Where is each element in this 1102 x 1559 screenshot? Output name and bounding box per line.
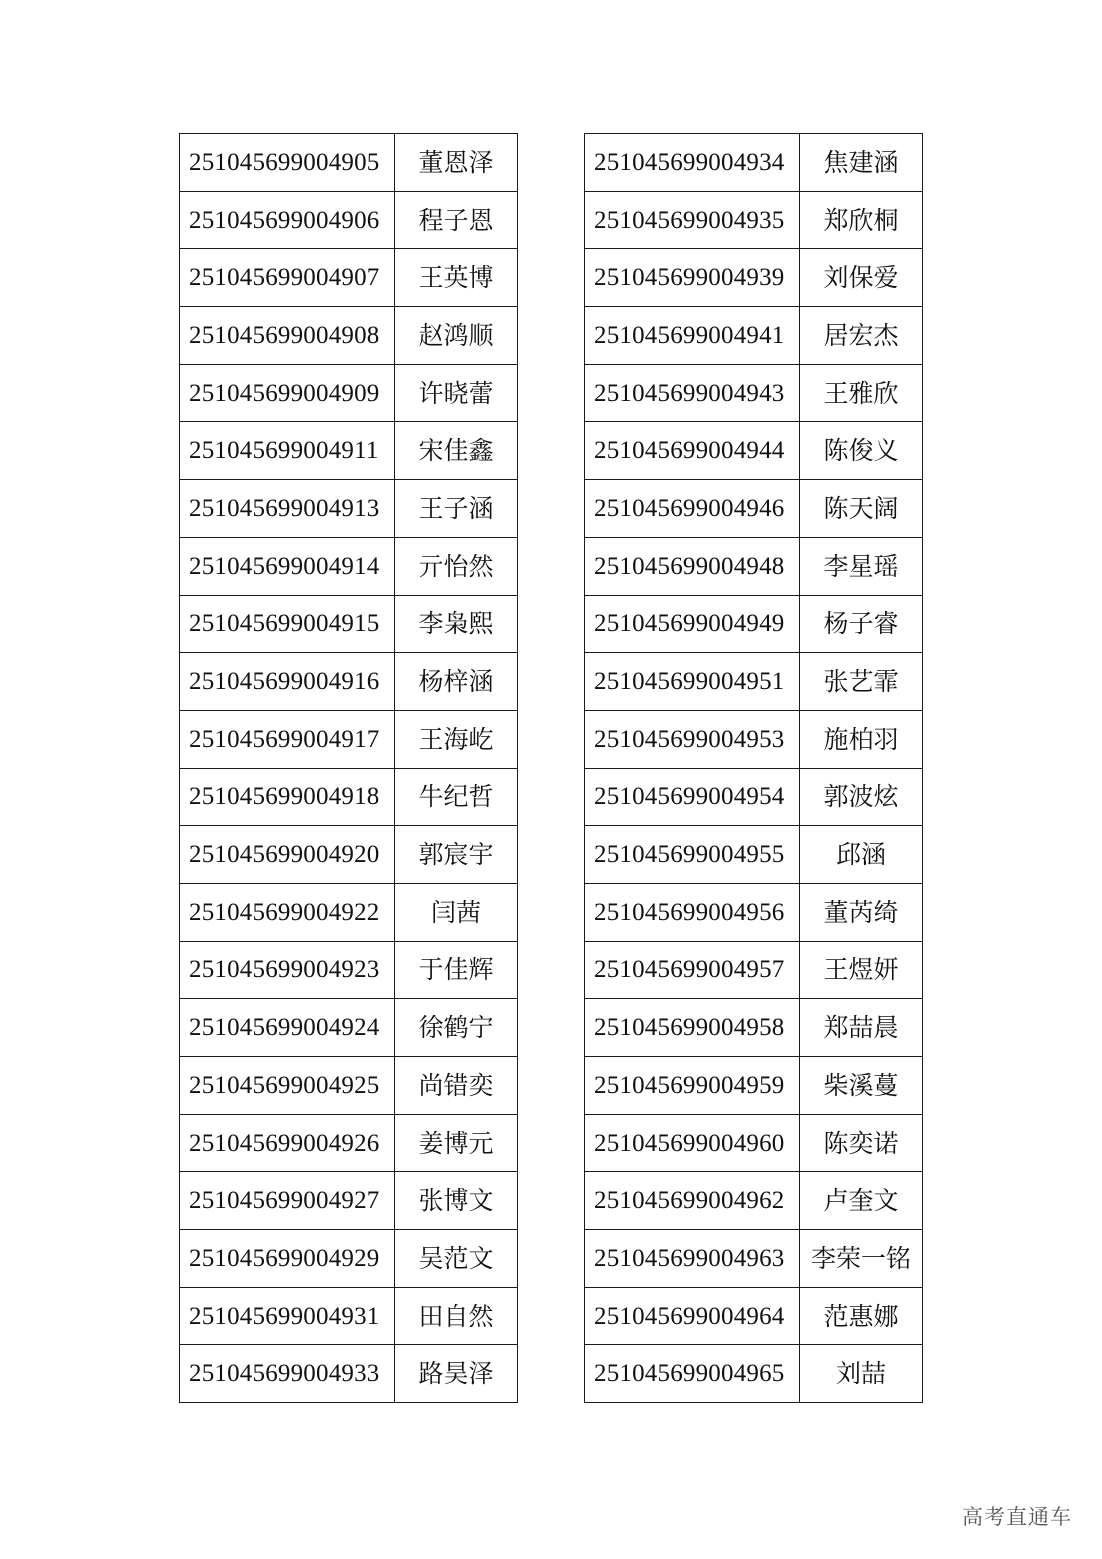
candidate-name-cell: 姜博元 bbox=[395, 1114, 518, 1172]
candidate-id-cell: 251045699004941 bbox=[585, 307, 800, 365]
table-row bbox=[180, 364, 518, 422]
table-row bbox=[585, 1345, 923, 1403]
table-row bbox=[585, 1230, 923, 1288]
candidate-name-cell: 董恩泽 bbox=[395, 134, 518, 192]
candidate-name-cell: 柴溪蔓 bbox=[800, 1057, 923, 1115]
candidate-id-cell: 251045699004953 bbox=[585, 710, 800, 768]
candidate-id-cell: 251045699004949 bbox=[585, 595, 800, 653]
candidate-id-cell: 251045699004926 bbox=[180, 1114, 395, 1172]
candidate-id-cell: 251045699004911 bbox=[180, 422, 395, 480]
table-row bbox=[585, 1114, 923, 1172]
candidate-name-cell: 闫茜 bbox=[395, 883, 518, 941]
table-row bbox=[180, 134, 518, 192]
candidate-name-cell: 亓怡然 bbox=[395, 537, 518, 595]
candidate-id-cell: 251045699004960 bbox=[585, 1114, 800, 1172]
candidate-name-cell: 施柏羽 bbox=[800, 710, 923, 768]
table-row bbox=[585, 537, 923, 595]
candidate-id-cell: 251045699004934 bbox=[585, 134, 800, 192]
candidate-name-cell: 焦建涵 bbox=[800, 134, 923, 192]
table-row bbox=[585, 653, 923, 711]
candidate-id-cell: 251045699004958 bbox=[585, 999, 800, 1057]
table-row bbox=[585, 191, 923, 249]
candidate-name-cell: 卢奎文 bbox=[800, 1172, 923, 1230]
roster-table-right-body bbox=[585, 134, 923, 1403]
table-row bbox=[180, 422, 518, 480]
candidate-id-cell: 251045699004925 bbox=[180, 1057, 395, 1115]
candidate-name-cell: 李枭熙 bbox=[395, 595, 518, 653]
candidate-id-cell: 251045699004963 bbox=[585, 1230, 800, 1288]
table-row bbox=[585, 768, 923, 826]
table-row bbox=[585, 249, 923, 307]
candidate-id-cell: 251045699004927 bbox=[180, 1172, 395, 1230]
candidate-id-cell: 251045699004939 bbox=[585, 249, 800, 307]
candidate-id-cell: 251045699004924 bbox=[180, 999, 395, 1057]
candidate-name-cell: 王海屹 bbox=[395, 710, 518, 768]
table-row bbox=[180, 1114, 518, 1172]
table-row bbox=[180, 1172, 518, 1230]
table-row bbox=[585, 480, 923, 538]
table-row bbox=[180, 999, 518, 1057]
candidate-id-cell: 251045699004957 bbox=[585, 941, 800, 999]
candidate-name-cell: 吴范文 bbox=[395, 1230, 518, 1288]
candidate-name-cell: 邱涵 bbox=[800, 826, 923, 884]
table-row bbox=[180, 480, 518, 538]
candidate-name-cell: 刘保爱 bbox=[800, 249, 923, 307]
table-row bbox=[585, 1057, 923, 1115]
table-row bbox=[180, 307, 518, 365]
table-row bbox=[180, 595, 518, 653]
candidate-id-cell: 251045699004955 bbox=[585, 826, 800, 884]
candidate-name-cell: 路昊泽 bbox=[395, 1345, 518, 1403]
candidate-id-cell: 251045699004956 bbox=[585, 883, 800, 941]
candidate-id-cell: 251045699004905 bbox=[180, 134, 395, 192]
candidate-name-cell: 张艺霏 bbox=[800, 653, 923, 711]
candidate-id-cell: 251045699004959 bbox=[585, 1057, 800, 1115]
table-row bbox=[585, 307, 923, 365]
candidate-id-cell: 251045699004965 bbox=[585, 1345, 800, 1403]
table-row bbox=[585, 364, 923, 422]
table-row bbox=[180, 249, 518, 307]
roster-table-left bbox=[179, 133, 518, 1403]
candidate-name-cell: 张博文 bbox=[395, 1172, 518, 1230]
candidate-name-cell: 王英博 bbox=[395, 249, 518, 307]
table-row bbox=[180, 710, 518, 768]
candidate-name-cell: 陈奕诺 bbox=[800, 1114, 923, 1172]
candidate-id-cell: 251045699004946 bbox=[585, 480, 800, 538]
table-row bbox=[180, 537, 518, 595]
candidate-name-cell: 居宏杰 bbox=[800, 307, 923, 365]
candidate-id-cell: 251045699004962 bbox=[585, 1172, 800, 1230]
candidate-id-cell: 251045699004915 bbox=[180, 595, 395, 653]
table-row bbox=[180, 191, 518, 249]
candidate-name-cell: 王子涵 bbox=[395, 480, 518, 538]
candidate-name-cell: 范惠娜 bbox=[800, 1287, 923, 1345]
table-row bbox=[585, 1172, 923, 1230]
candidate-name-cell: 田自然 bbox=[395, 1287, 518, 1345]
candidate-id-cell: 251045699004948 bbox=[585, 537, 800, 595]
candidate-name-cell: 牛纪哲 bbox=[395, 768, 518, 826]
candidate-id-cell: 251045699004917 bbox=[180, 710, 395, 768]
candidate-name-cell: 杨梓涵 bbox=[395, 653, 518, 711]
candidate-id-cell: 251045699004909 bbox=[180, 364, 395, 422]
candidate-id-cell: 251045699004922 bbox=[180, 883, 395, 941]
candidate-id-cell: 251045699004943 bbox=[585, 364, 800, 422]
candidate-name-cell: 赵鸿顺 bbox=[395, 307, 518, 365]
candidate-id-cell: 251045699004908 bbox=[180, 307, 395, 365]
candidate-id-cell: 251045699004918 bbox=[180, 768, 395, 826]
candidate-name-cell: 郭波炫 bbox=[800, 768, 923, 826]
candidate-name-cell: 李荣一铭 bbox=[800, 1230, 923, 1288]
candidate-id-cell: 251045699004931 bbox=[180, 1287, 395, 1345]
candidate-id-cell: 251045699004964 bbox=[585, 1287, 800, 1345]
table-row bbox=[585, 422, 923, 480]
candidate-id-cell: 251045699004923 bbox=[180, 941, 395, 999]
candidate-name-cell: 陈俊义 bbox=[800, 422, 923, 480]
table-row bbox=[585, 1287, 923, 1345]
candidate-name-cell: 李星瑶 bbox=[800, 537, 923, 595]
candidate-id-cell: 251045699004933 bbox=[180, 1345, 395, 1403]
candidate-id-cell: 251045699004914 bbox=[180, 537, 395, 595]
table-row bbox=[180, 1287, 518, 1345]
candidate-id-cell: 251045699004907 bbox=[180, 249, 395, 307]
table-row bbox=[585, 134, 923, 192]
table-row bbox=[180, 941, 518, 999]
candidate-name-cell: 徐鹤宁 bbox=[395, 999, 518, 1057]
candidate-id-cell: 251045699004954 bbox=[585, 768, 800, 826]
candidate-id-cell: 251045699004913 bbox=[180, 480, 395, 538]
table-row bbox=[585, 999, 923, 1057]
table-row bbox=[180, 1230, 518, 1288]
candidate-name-cell: 宋佳鑫 bbox=[395, 422, 518, 480]
candidate-name-cell: 郭宸宇 bbox=[395, 826, 518, 884]
table-row bbox=[585, 941, 923, 999]
watermark-text: 高考直通车 bbox=[962, 1505, 1072, 1529]
candidate-name-cell: 郑欣桐 bbox=[800, 191, 923, 249]
candidate-name-cell: 于佳辉 bbox=[395, 941, 518, 999]
candidate-id-cell: 251045699004906 bbox=[180, 191, 395, 249]
table-row bbox=[180, 653, 518, 711]
candidate-name-cell: 程子恩 bbox=[395, 191, 518, 249]
table-row bbox=[585, 883, 923, 941]
candidate-name-cell: 尚错奕 bbox=[395, 1057, 518, 1115]
table-row bbox=[180, 1057, 518, 1115]
candidate-name-cell: 王雅欣 bbox=[800, 364, 923, 422]
candidate-id-cell: 251045699004935 bbox=[585, 191, 800, 249]
candidate-name-cell: 杨子睿 bbox=[800, 595, 923, 653]
candidate-name-cell: 刘喆 bbox=[800, 1345, 923, 1403]
candidate-name-cell: 陈天阔 bbox=[800, 480, 923, 538]
candidate-id-cell: 251045699004951 bbox=[585, 653, 800, 711]
table-row bbox=[585, 710, 923, 768]
roster-table-left-body bbox=[180, 134, 518, 1403]
table-row bbox=[180, 768, 518, 826]
table-row bbox=[180, 826, 518, 884]
candidate-id-cell: 251045699004944 bbox=[585, 422, 800, 480]
candidate-name-cell: 董芮绮 bbox=[800, 883, 923, 941]
candidate-name-cell: 许晓蕾 bbox=[395, 364, 518, 422]
candidate-name-cell: 王煜妍 bbox=[800, 941, 923, 999]
candidate-id-cell: 251045699004916 bbox=[180, 653, 395, 711]
candidate-id-cell: 251045699004920 bbox=[180, 826, 395, 884]
table-row bbox=[585, 595, 923, 653]
table-row bbox=[180, 883, 518, 941]
table-row bbox=[180, 1345, 518, 1403]
table-row bbox=[585, 826, 923, 884]
roster-table-right bbox=[584, 133, 923, 1403]
candidate-name-cell: 郑喆晨 bbox=[800, 999, 923, 1057]
candidate-id-cell: 251045699004929 bbox=[180, 1230, 395, 1288]
